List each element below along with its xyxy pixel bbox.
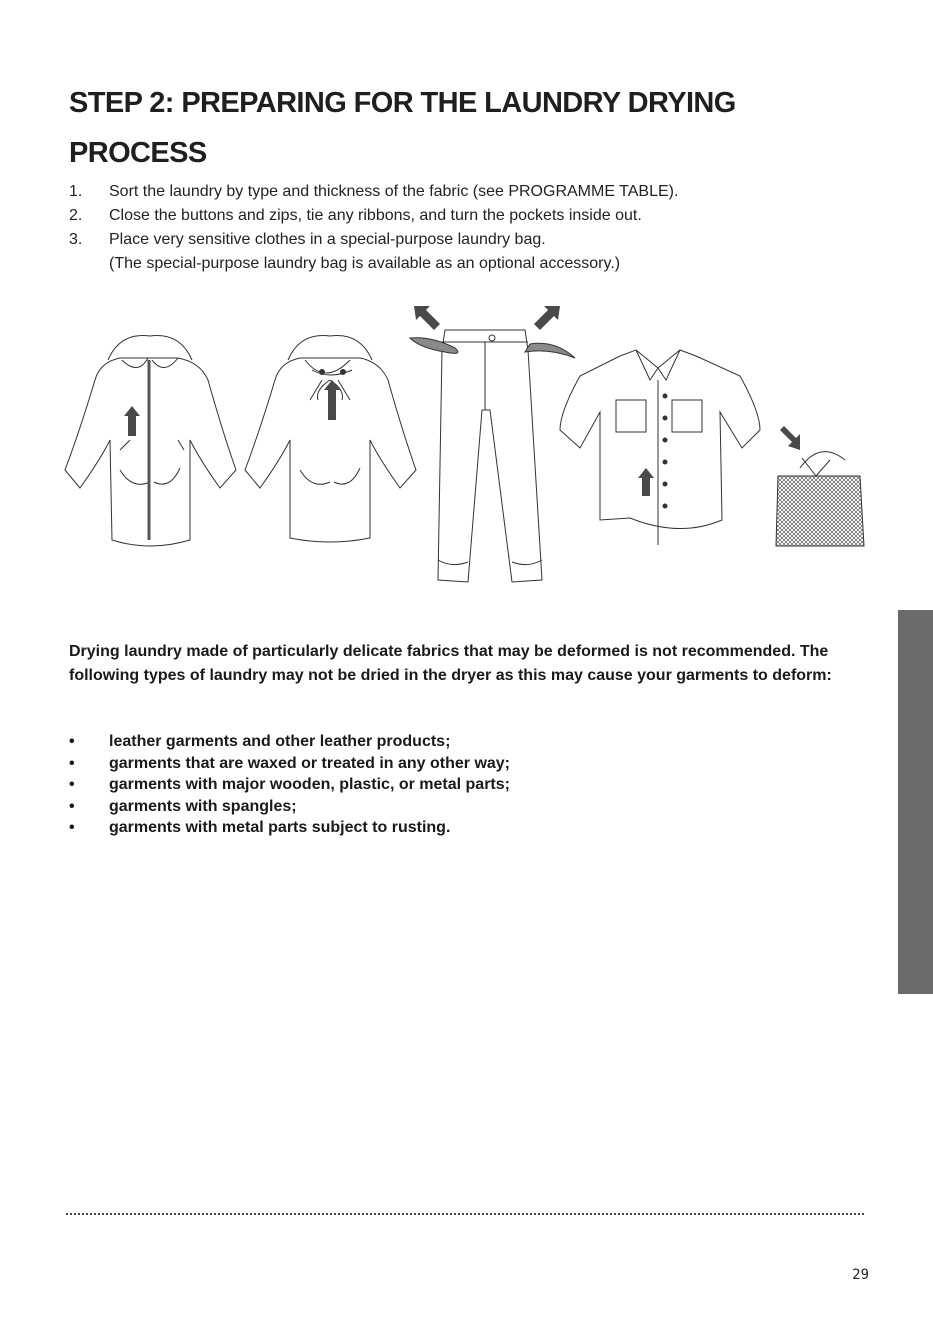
arrow-icon (780, 426, 800, 450)
laundry-bag-icon (776, 452, 864, 546)
tie-ribbons-hoodie-icon (245, 336, 416, 543)
page-title: STEP 2: PREPARING FOR THE LAUNDRY DRYING PROCESS (69, 87, 736, 169)
list-item: 2. Close the buttons and zips, tie any ribbons, and turn the pockets inside out. (69, 207, 642, 224)
list-item: 1. Sort the laundry by type and thickness of the fabric (see PROGRAMME TABLE). (69, 183, 679, 200)
arrow-icon (414, 306, 560, 330)
arrow-icon (638, 468, 654, 496)
zip-hoodie-icon (65, 336, 236, 547)
arrow-icon (124, 406, 140, 436)
list-item: • garments with spangles; (69, 797, 297, 815)
list-item: • garments with major wooden, plastic, or metal parts; (69, 776, 510, 793)
garment-illustrations (60, 300, 880, 600)
bullet-list (69, 731, 510, 839)
list-item: • leather garments and other leather products; (69, 733, 451, 750)
jeans-pockets-out-icon (410, 330, 575, 582)
list-item: 3. Place very sensitive clothes in a special-purpose laundry bag. (69, 231, 546, 248)
list-item: • garments with metal parts subject to rusting. (69, 819, 451, 836)
list-item: • garments that are waxed or treated in any other way; (69, 754, 511, 772)
step-note: (The special-purpose laundry bag is available as an optional accessory.) (109, 255, 621, 272)
warning-text: Drying laundry made of particularly delicate fabrics that may be deformed is not recommended. The following types of laundry may not be dried in the dryer as this may cause your garments to deform: (69, 643, 832, 684)
button-shirt-icon (560, 350, 760, 545)
section-side-tab (898, 610, 933, 994)
page-number: 29 (852, 1267, 869, 1283)
steps-list (69, 180, 678, 276)
footer-divider (66, 1213, 864, 1215)
